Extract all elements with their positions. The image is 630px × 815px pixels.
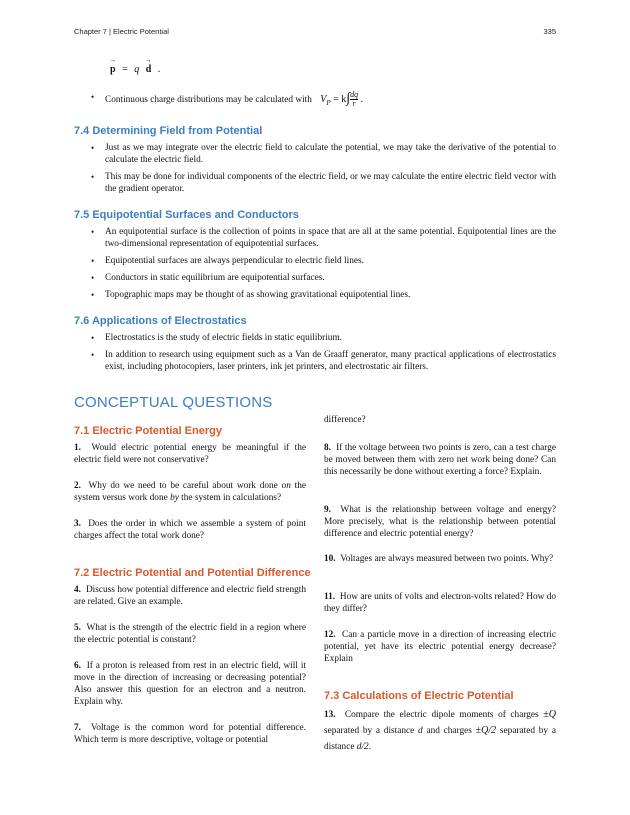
page-number: 335 [543,27,556,36]
list-item: • An equipotential surface is the collection of points in space that are all at the same potential. Equipotential lines are the two-dimensional representation of equipotential surfaces. [74,226,556,250]
list-item [74,91,556,109]
question-text: Does the order in which we assemble a system of point charges affect the total work done? [74,519,307,541]
fraction-numerator: dq [350,90,359,99]
question-number: 7. [74,723,81,733]
question-text: separated by a distance [324,726,415,736]
question-8 [324,442,556,478]
list-item: • This may be done for individual components of the electric field, or we may calculate the entire electric field vector with the gradient operator. [74,171,556,195]
question-6 [74,660,306,708]
question-text: What is the strength of the electric field in a region where the electric potential is constant? [74,623,306,645]
math-plus-minus-q: ±Q [543,709,557,720]
list-item: • Conductors in static equilibrium are equipotential surfaces. [74,272,556,284]
question-number: 1. [74,443,81,453]
question-text: Can a particle move in a direction of increasing electric potential, yet have its electric potential energy decrease? Explain [324,630,556,664]
question-number: 6. [74,661,81,671]
question-text: a distance [324,726,556,752]
fraction [350,91,358,108]
fraction-denominator: r [352,99,356,108]
question-text: If a proton is released from rest in an electric field, will it move in the direction of increasing or decreasing potential? Also answer this question for an electron and a neutron. Explain why. [74,661,306,707]
question-text: Why do we need to be careful about work done [88,481,278,491]
section-heading-7-5: 7.5 Equipotential Surfaces and Conductors [74,209,299,221]
question-text: Would electric potential energy be meaningful if the electric field were not conservative? [74,443,306,465]
list-item: • Equipotential surfaces are always perpendicular to electric field lines. [74,255,556,267]
question-text: difference? [324,415,366,425]
question-number: 5. [74,623,81,633]
section-heading-7-4: 7.4 Determining Field from Potential [74,125,263,137]
subheading-7-2: 7.2 Electric Potential and Potential Difference [74,567,311,579]
p-vector: → p [110,64,116,75]
question-9 [324,504,556,540]
question-number: 2. [74,481,81,491]
section-heading-7-6: 7.6 Applications of Electrostatics [74,315,247,327]
question-5 [74,622,306,646]
question-text: How are units of volts and electron-volts related? How do they differ? [324,592,557,614]
question-2 [74,480,306,504]
question-13 [324,707,556,755]
list-item: • In addition to research using equipment such as a Van de Graaff generator, many practical applications of electrostatics exist, including photocopiers, laser printers, ink jet printers, and electrostatic air filters. [74,349,556,373]
question-number: 10. [324,554,336,564]
list-item: • Topographic maps may be thought of as showing gravitational equipotential lines. [74,289,556,301]
formula-v: V [320,93,327,105]
subheading-7-1: 7.1 Electric Potential Energy [74,425,222,437]
question-text: the system in calculations? [181,493,282,503]
question-text: If the voltage between two points is zero, can a test charge be moved between them with zero net work being done? Can this necessarily be done without exerting a force? Explain. [324,443,556,477]
potential-formula [320,90,364,108]
question-period: . [368,742,372,752]
question-1 [74,442,306,466]
continuous-charge-bullet-list [74,91,556,114]
question-number: 11. [324,592,336,602]
question-text: What is the relationship between voltage and energy? More precisely, what is the relationship between potential difference and electric potential energy? [324,505,556,539]
question-7-continued [324,414,556,426]
formula-period: . [360,93,364,105]
emphasis-on: on [281,481,291,491]
formula-sub: P [326,98,331,107]
bullet-text: Continuous charge distributions may be calculated with [105,94,312,105]
conceptual-questions-heading: CONCEPTUAL QUESTIONS [74,394,273,411]
eq-period: . [157,64,161,75]
math-d-half: d/2 [356,742,369,752]
section-7-5-bullets [74,226,556,306]
formula-eq: = k [333,93,347,105]
question-text: Compare the electric dipole moments of charges [344,710,539,720]
question-text: Discuss how potential difference and electric field strength are related. Give an example. [74,585,306,607]
question-number: 12. [324,630,336,640]
integral-sign: ∫ [346,90,351,106]
section-7-4-bullets [74,142,556,200]
dipole-equation [110,64,160,75]
subheading-7-3: 7.3 Calculations of Electric Potential [324,690,514,702]
question-number: 13. [324,710,336,720]
question-number: 4. [74,585,81,595]
question-text: Voltages are always measured between two points. Why? [340,554,554,564]
question-7 [74,722,306,746]
section-7-6-bullets [74,332,556,378]
question-number: 3. [74,519,81,529]
d-vector: → d [146,64,152,75]
question-text: separated by [499,726,549,736]
emphasis-by: by [170,493,179,503]
question-number: 9. [324,505,331,515]
list-item: • Just as we may integrate over the electric field to calculate the potential, we may take the derivative of the potential to calculate the electric field. [74,142,556,166]
question-number: 8. [324,443,331,453]
question-12 [324,629,556,665]
question-4 [74,584,306,608]
question-text: and charges [426,726,472,736]
math-d: d [418,726,423,736]
question-text: Voltage is the common word for potential difference. Which term is more descriptive, voltage or potential [74,723,307,745]
question-11 [324,591,556,615]
math-plus-minus-q-half: ±Q/2 [475,725,497,736]
question-3 [74,518,306,542]
charge-symbol: q [134,64,140,75]
eq-sign: = [122,64,128,75]
list-item: • Electrostatics is the study of electric fields in static equilibrium. [74,332,556,344]
running-header-chapter: Chapter 7 | Electric Potential [74,27,169,36]
question-10 [324,553,556,565]
question-text: the system versus work done [74,481,306,503]
